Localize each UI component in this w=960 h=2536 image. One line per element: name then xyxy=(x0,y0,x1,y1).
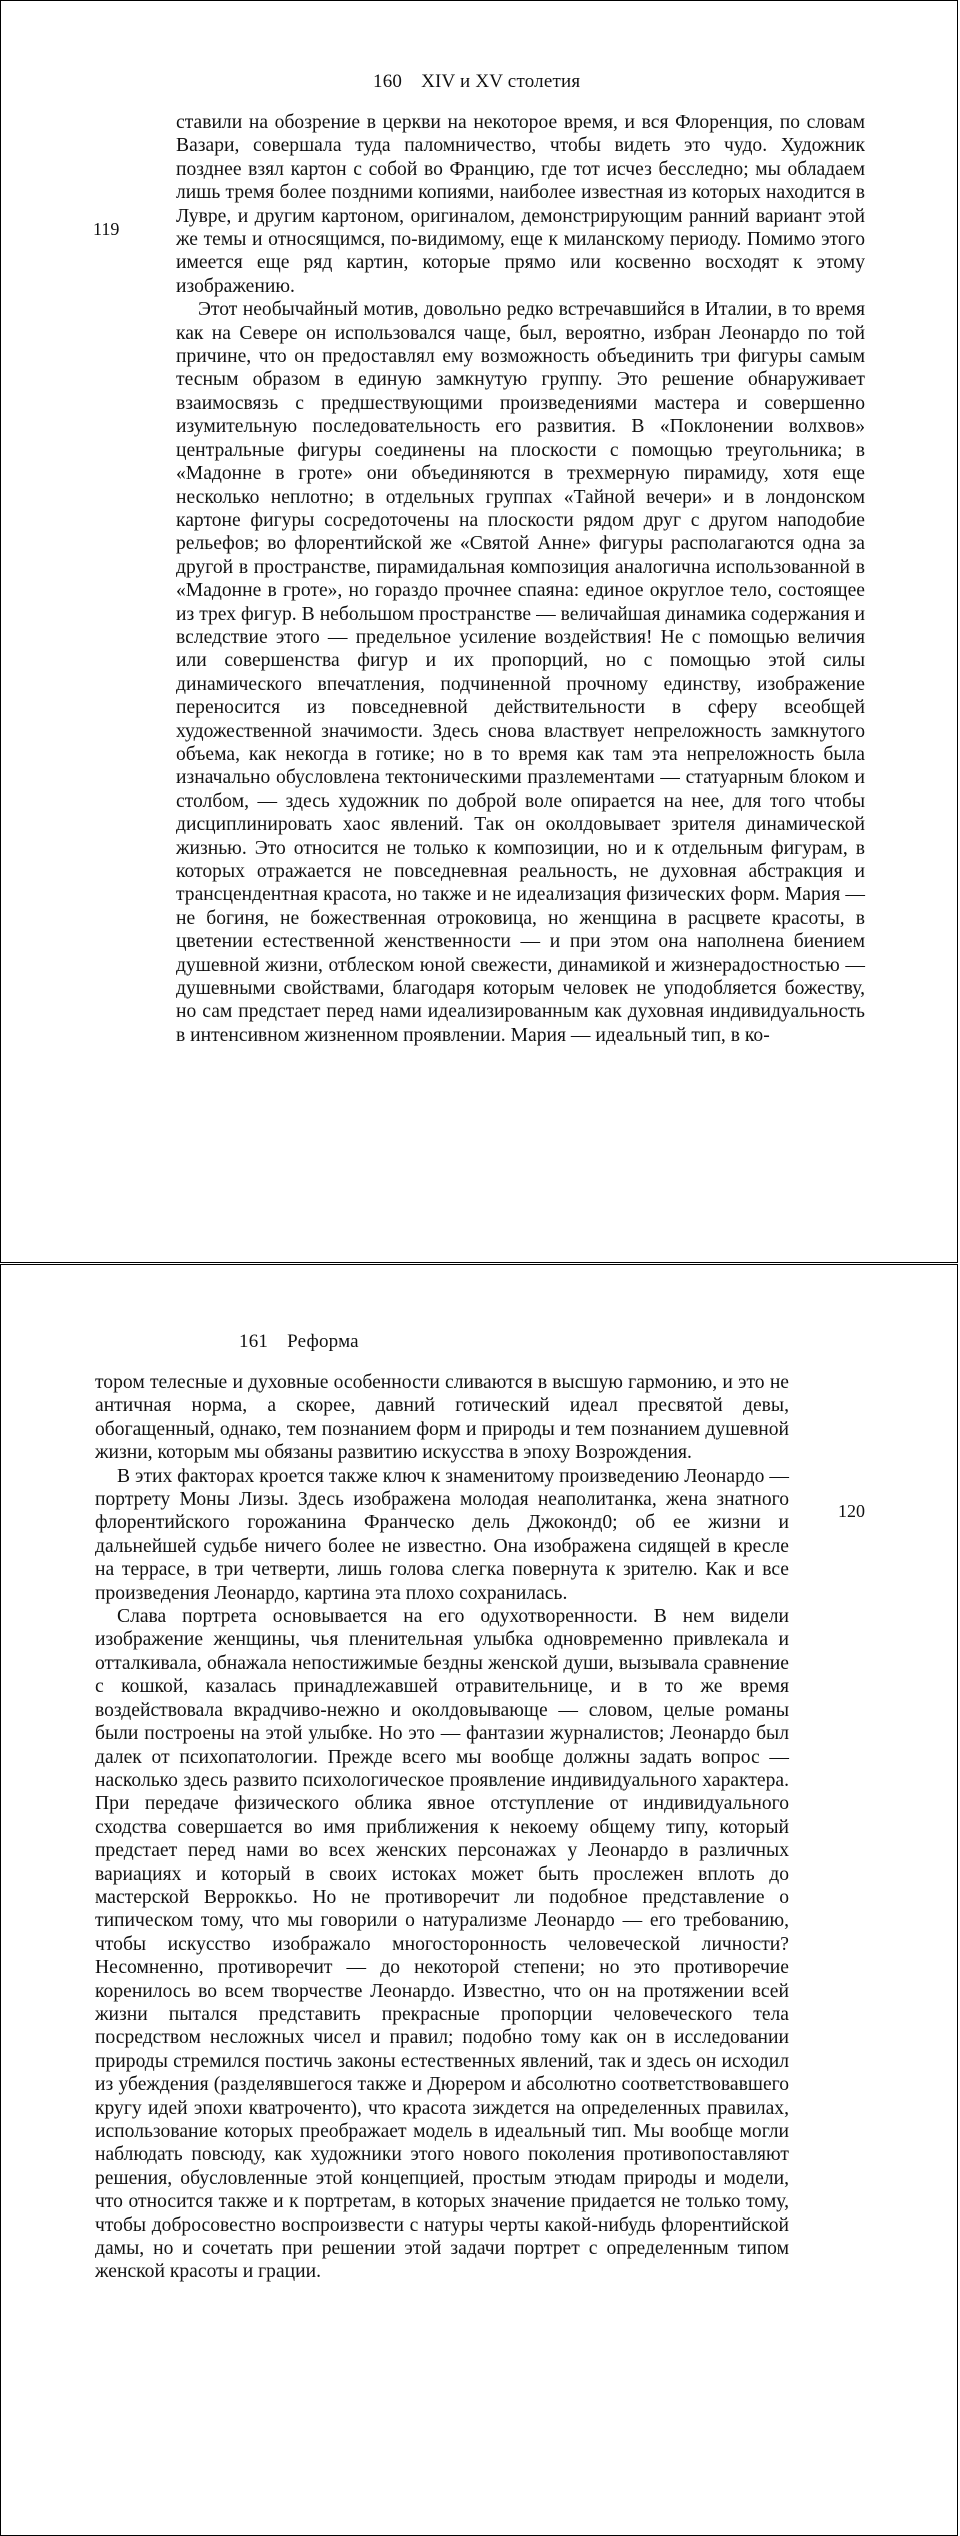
margin-number: 120 xyxy=(838,1501,865,1521)
page-number: 160 xyxy=(373,71,403,92)
margin-number: 119 xyxy=(93,219,120,239)
text-block xyxy=(95,1371,789,2284)
text-block xyxy=(176,111,865,1047)
running-head xyxy=(373,71,580,93)
paragraph: Этот необычайный мотив, довольно редко встречавшийся в Италии, в то время как на Севере он использовался чаще, был, вероятно, избран Леонардо по той причине, что он предоставлял ему возможность объединить три фигуры самым тесным образом в единую замкнутую группу. Это решение обнаруживает взаимосвязь с предшествующими произведениями мастера и совершенно изумительную последовательность его развития. В «Поклонении волхвов» центральные фигуры соединены на плоскости с помощью треугольника; в «Мадонне в гроте» они объединяются в трехмерную пирамиду, хотя еще несколько неплотно; в отдельных группах «Тайной вечери» и в лондонском картоне фигуры сосредоточены на плоскости рядом друг с другом наподобие рельефов; во флорентийской же «Святой Анне» фигуры располагаются одна за другой в пространстве, пирамидальная композиция аналогична использованной в «Мадонне в гроте», но гораздо прочнее спаяна: единое округлое тело, состоящее из трех фигур. В небольшом пространстве — величайшая динамика содержания и вследствие этого — предельное усиление воздействия! Не с помощью величия или совершенства фигур и их пропорций, но с помощью этой силы динамического впечатления, подчиненной прочному единству, изображение переносится из повседневной действительности в сферу всеобщей художественной значимости. Здесь снова властвует непреложность замкнутого объема, как некогда в готике; но в то время как там эта непреложность была изначально обусловлена тектоническими празлементами — статуарным блоком и столбом, — здесь художник по доброй воле опирается на нее, для того чтобы дисциплинировать хаос явлений. Так он околдовывает зрителя динамической жизнью. Это относится не только к композиции, но и к отдельным фигурам, в которых отражается не повседневная реальность, не духовная абстракция и трансцендентная красота, но также и не идеализация физических форм. Мария — не богиня, не божественная отроковица, но женщина в расцвете красоты, в цветении естественной женственности — и при этом она наполнена биением душевной жизни, отблеском юной свежести, динамикой и жизнерадостностью — душевными свойствами, благодаря которым человек не уподобляется божеству, но сам предстает перед нами идеализированным как духовная индивидуальность в интенсивном жизненном проявлении. Мария — идеальный тип, в ко- xyxy=(176,299,865,1046)
page-number: 161 xyxy=(239,1331,269,1352)
running-head xyxy=(239,1331,359,1353)
running-title: XIV и XV столетия xyxy=(421,71,581,92)
top-page xyxy=(0,0,958,1263)
paragraph: тором телесные и духовные особенности сливаются в высшую гармонию, и это не античная норма, а скорее, давний готический идеал пресвятой девы, обогащенный, однако, тем познанием форм и природы и тем познанием душевной жизни, которым мы обязаны развитию искусства в эпоху Возрождения. xyxy=(95,1372,789,1464)
paragraph: ставили на обозрение в церкви на некоторое время, и вся Флоренция, по словам Вазари, совершала туда паломничество, чтобы видеть это чудо. Художник позднее взял картон с собой во Францию, где тот исчез бесследно; мы обладаем лишь тремя более поздними копиями, наиболее известная из которых находится в Лувре, и другим картоном, оригиналом, демонстрирующим ранний вариант этой же темы и относящимся, по-видимому, еще к миланскому периоду. Помимо этого имеется еще ряд картин, которые прямо или косвенно восходят к этому изображению. xyxy=(176,112,865,297)
paragraph: В этих факторах кроется также ключ к знаменитому произведению Леонардо — портрету Моны Лизы. Здесь изображена молодая неаполитанка, жена знатного флорентийского горожанина Франческо дель Джоконд0; об ее жизни и дальнейшей судьбе ничего более не известно. Она изображена сидящей в кресле на террасе, в три четверти, лишь голова слегка повернута к зрителю. Как и все произведения Леонардо, картина эта плохо сохранилась. xyxy=(95,1465,789,1604)
bottom-page xyxy=(0,1264,958,2536)
running-title: Реформа xyxy=(287,1331,359,1352)
paragraph: Слава портрета основывается на его одухотворенности. В нем видели изображение женщины, чья пленительная улыбка одновременно привлекала и отталкивала, обнажала непостижимые бездны женской души, вызывала сравнение с кошкой, казалась принадлежавшей отравительнице, и в то же время воздействовала вкрадчиво-нежно и околдовывающе — словом, целые романы были построены на этой улыбке. Но это — фантазии журналистов; Леонардо был далек от психопатологии. Прежде всего мы вообще должны задать вопрос — насколько здесь развито психологическое проявление индивидуального характера. При передаче физического облика явное отступление от индивидуального сходства совершается во имя приближения к некоему общему типу, который предстает перед нами во всех женских персонажах у Леонардо в различных вариациях и который в своих истоках может быть прослежен вплоть до мастерской Верроккьо. Но не противоречит ли подобное представление о типическом тому, что мы говорили о натурализме Леонардо — его требованию, чтобы искусство изображало многосторонность человеческой личности? Несомненно, противоречит — до некоторой степени; но это противоречие коренилось во всем творчестве Леонардо. Известно, что он на протяжении всей жизни пытался представить прекрасные пропорции человеческого тела посредством несложных чисел и правил; подобно тому как он в исследовании природы стремился постичь законы естественных явлений, так и здесь он исходил из убеждения (разделявшегося также и Дюрером и абсолютно соответствовавшего кругу идей эпохи кватроченто), что красота зиждется на определенных правилах, использование которых преображает модель в идеальный тип. Мы вообще могли наблюдать повсюду, как художники этого нового поколения противопоставляют решения, обусловленные этой концепцией, простым этюдам природы и модели, что относится также и к портретам, в которых значение придается не только тому, чтобы добросовестно воспроизвести с натуры черты какой-нибудь флорентийской дамы, но и сочетать при решении этой задачи портрет с определенным типом женской красоты и грации. xyxy=(95,1606,789,2283)
